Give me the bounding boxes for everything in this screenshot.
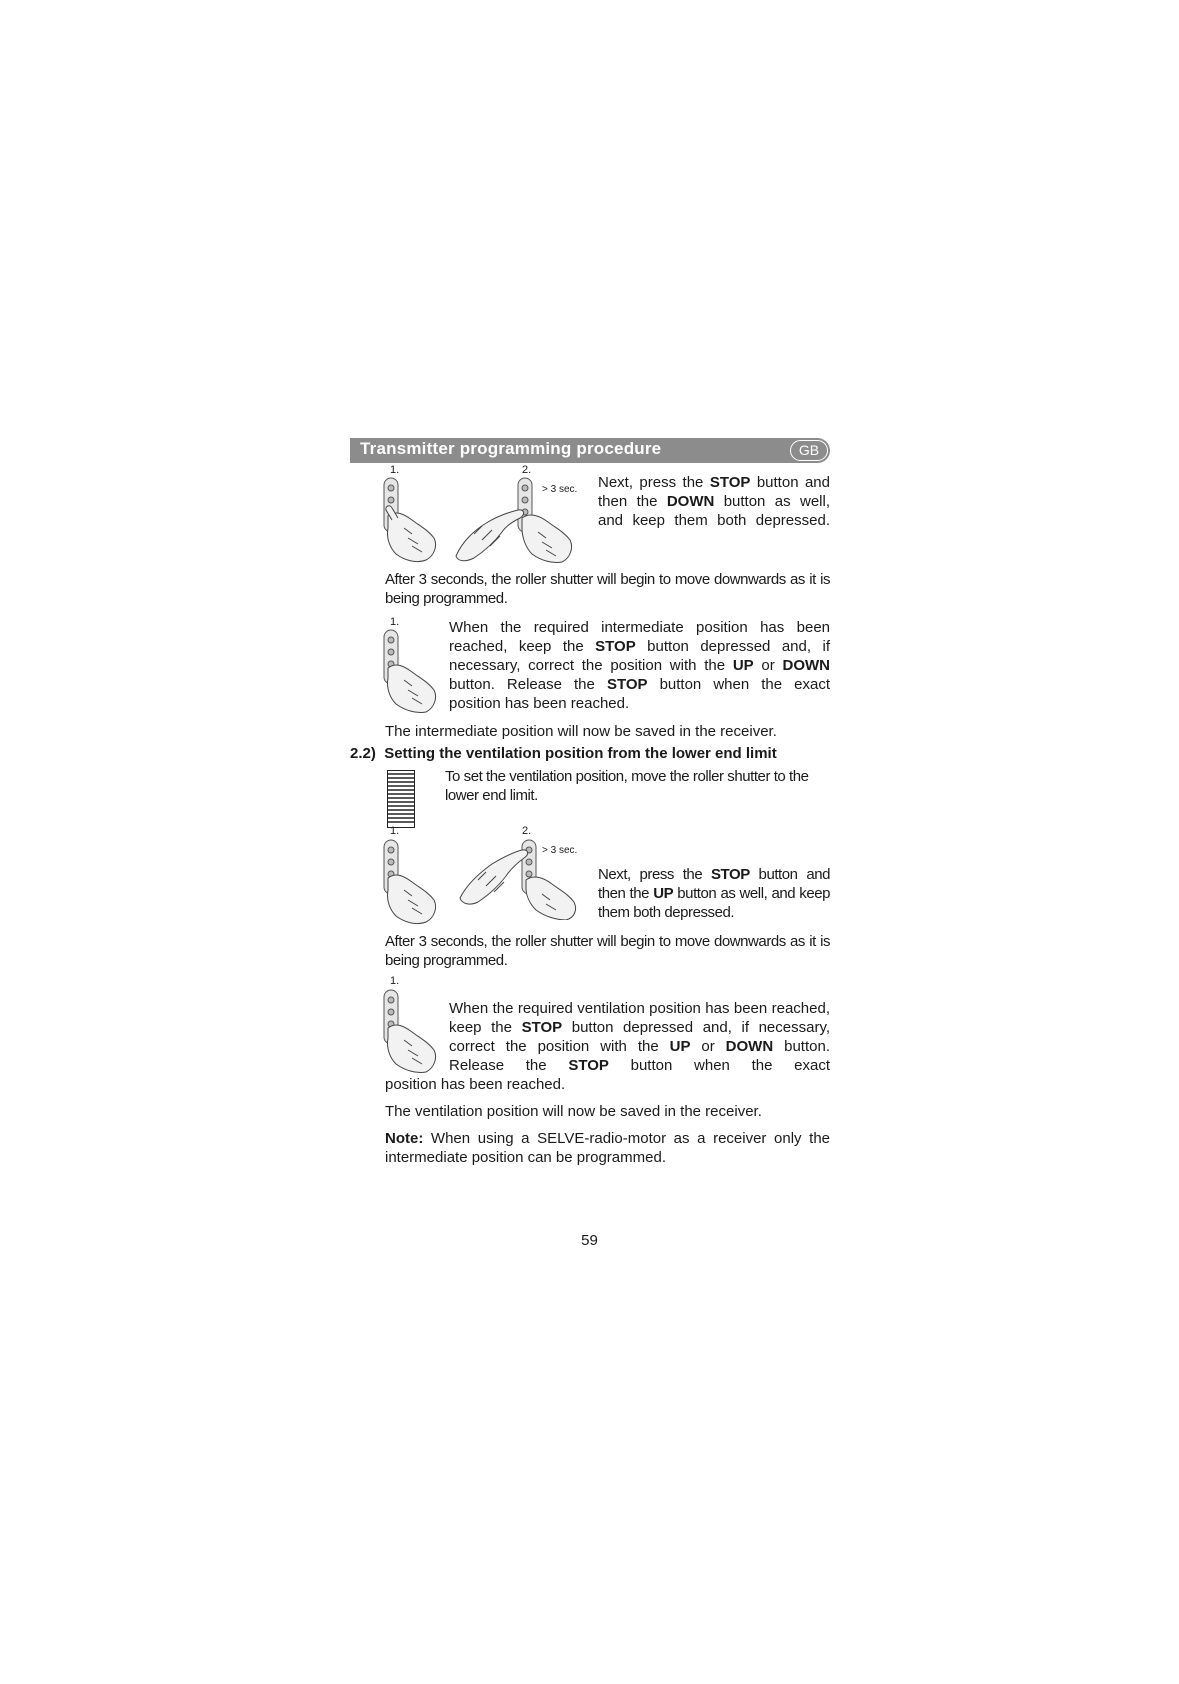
hand-pressing-remote-illustration [382, 476, 444, 564]
two-hands-pressing-remotes-illustration [456, 838, 594, 920]
note-label: Note: [385, 1130, 424, 1147]
hand-pressing-remote-illustration [382, 838, 444, 926]
block4-ventilation-instruction: When the required ventilation position has been reached, keep the STOP button depressed and, if necessary, correct the position with the UP or DOWN button. Release the STOP button when the exact [449, 1000, 831, 1074]
note-paragraph: Note: When using a SELVE-radio-motor as a receiver only the intermediate position can be programmed. [385, 1130, 830, 1166]
hand-pressing-remote-illustration [382, 628, 444, 714]
page-title: Transmitter programming procedure [360, 439, 662, 458]
page-number: 59 [581, 1232, 598, 1249]
paragraph-after-3-seconds-2: After 3 seconds, the roller shutter will begin to move downwards as it is being programmed. [385, 933, 830, 969]
section-intro: To set the ventilation position, move the roller shutter to the lower end limit. [445, 768, 809, 804]
section-heading: 2.2) Setting the ventilation position from the lower end limit [350, 745, 777, 762]
language-badge: GB [790, 440, 828, 461]
step-1-label: 1. [390, 975, 400, 987]
block4-instruction-tail: position has been reached. [385, 1076, 566, 1093]
duration-label: > 3 sec. [542, 845, 578, 856]
step-1-label: 1. [390, 464, 400, 476]
paragraph-intermediate-saved: The intermediate position will now be saved in the receiver. [385, 723, 777, 740]
hand-pressing-remote-illustration [382, 988, 444, 1074]
paragraph-ventilation-saved: The ventilation position will now be saved in the receiver. [385, 1103, 762, 1120]
step-2-label: 2. [522, 464, 532, 476]
two-hands-pressing-remotes-illustration [452, 476, 590, 564]
block2-intermediate-instruction: When the required intermediate position has been reached, keep the STOP button depressed and, if necessary, correct the position with the UP or DOWN button. Release the STOP button when the exact position has been reached. [449, 619, 831, 712]
step-1-label: 1. [390, 616, 400, 628]
block3-instruction: Next, press the STOP button and then the UP button as well, and keep them both depressed. [598, 866, 830, 921]
paragraph-after-3-seconds-1: After 3 seconds, the roller shutter will begin to move downwards as it is being programmed. [385, 571, 830, 607]
section-header-bar [350, 438, 830, 463]
roller-shutter-closed-icon [387, 770, 415, 828]
duration-label: > 3 sec. [542, 484, 578, 495]
step-2-label: 2. [522, 825, 532, 837]
block1-instruction: Next, press the STOP button and then the DOWN button as well, and keep them both depressed. [598, 474, 830, 529]
step-1-label: 1. [390, 825, 400, 837]
